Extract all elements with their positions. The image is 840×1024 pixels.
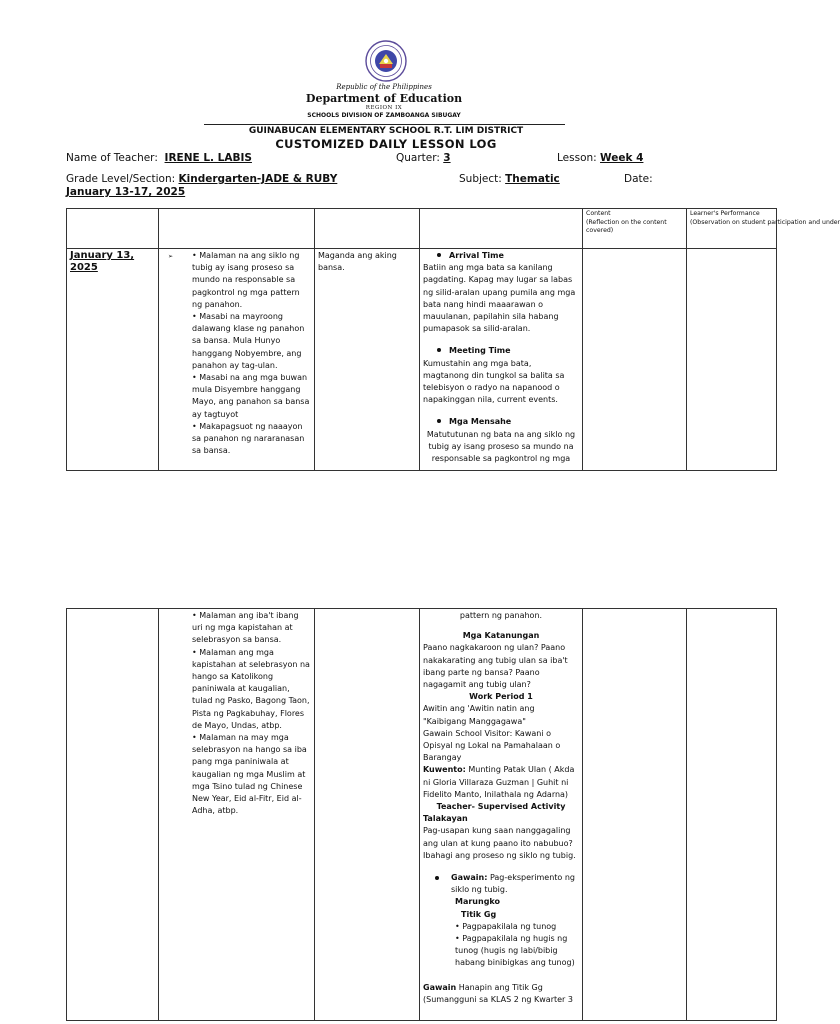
lesson-table-page1 [66,208,840,471]
header-divider [204,124,565,125]
document-title: CUSTOMIZED DAILY LESSON LOG [275,137,497,151]
bullet-icon [437,419,441,423]
day-cell [67,249,159,471]
arrival-heading: Arrival Time [423,250,579,262]
lesson-line [557,152,643,164]
header-cell [315,209,420,249]
header-cell [159,209,315,249]
procedure-cell [420,609,583,1021]
mensahe-text: Matututunan ng bata na ang siklo ng tubig ay isang proseso sa mundo na responsable sa pagkontrol ng mga [426,429,576,464]
grade-line [66,173,337,185]
talakayan-text: Pag-usapan kung saan nanggagaling ang ulan at kung paano ito nabubuo? Ibahagi ang proseso ng siklo ng tubig. [423,826,576,860]
division-text: SCHOOLS DIVISION OF ZAMBOANGA SIBUGAY [307,112,461,119]
grade-label: Grade Level/Section: [66,173,176,185]
republic-text: Republic of the Philippines [336,83,432,91]
list-item: • Malaman ang iba't ibang uri ng mga kapistahan at selebrasyon sa bansa. [192,611,299,645]
table-header-row [67,209,777,249]
teacher-label: Name of Teacher: [66,152,158,164]
date-label: Date: [624,173,653,185]
marungko-heading: Marungko [455,897,501,907]
gawain2-text: Gawain Hanapin ang Titik Gg (Sumangguni sa KLAS 2 ng Kwarter 3 [423,982,573,1004]
katanungan-text: Paano nagkakaroon ng ulan? Paano nakakarating ang tubig ulan sa iba't ibang parte ng bansa? Paano nagagamit ang tubig ulan? [423,643,568,690]
subject-line [459,173,560,185]
performance-header [687,209,840,249]
table-row [67,249,777,471]
tsa-heading: Teacher- Supervised Activity [436,802,566,812]
list-item: • Masabi na mayroong dalawang klase ng panahon sa bansa. Mula Hunyo hanggang Nobyembre, ang panahon ay tag-ulan. [192,312,305,370]
theme-text: Maganda ang aking bansa. [318,251,397,273]
list-item: • Malaman na ang siklo ng tubig ay isang proseso sa mundo na responsable sa pagkontrol ng mga pattern ng panahon. [192,251,300,309]
meeting-text: Kumustahin ang mga bata, magtanong din tungkol sa balita sa telebisyon o radyo na napanood o napakinggan nila, current events. [423,358,565,405]
bullet-icon [435,876,439,880]
theme-cell [315,609,420,1021]
quarter-value: 3 [443,152,451,164]
mensahe-heading: Mga Mensahe [423,416,579,428]
quarter-line [396,152,451,164]
bullet-icon [437,253,441,257]
content-header-sub: (Reflection on the content covered) [586,218,667,235]
list-item: • Makapagsuot ng naaayon sa panahon ng nararanasan sa bansa. [192,421,305,456]
objectives-cell [159,249,315,471]
procedure-cell [420,249,583,471]
content-reflection-cell [583,249,687,471]
content-header [583,209,687,249]
department-title: Department of Education [305,92,463,105]
tunog-item: • Pagpapakilala ng hugis ng tunog (hugis ng labi/bibig habang binibigkas ang tunog) [455,934,575,968]
arrow-bullet-icon: ➢ [168,253,174,260]
lesson-table-page2 [66,608,777,1021]
deped-seal-icon [365,40,407,82]
teacher-name: IRENE L. LABIS [164,152,252,164]
katanungan-heading: Mga Katanungan [462,631,540,641]
region-text: REGION IX [365,105,403,111]
talakayan-heading: Talakayan [423,814,468,824]
header-cell [420,209,583,249]
day-label: January 13, 2025 [70,250,135,273]
lesson-value: Week 4 [600,152,644,164]
continued-text: pattern ng panahon. [459,611,543,620]
performance-cell [687,609,777,1021]
week-dates: January 13-17, 2025 [66,186,186,198]
list-item: • Masabi na ang mga buwan mula Disyembre hanggang Mayo, ang panahon sa bansa ay tagtuyot [192,373,310,419]
school-name: GUINABUCAN ELEMENTARY SCHOOL R.T. LIM DISTRICT [248,126,524,136]
work-period-text: Awitin ang 'Awitin natin ang "Kaibigang Manggagawa" [423,704,535,726]
teacher-line [66,152,252,164]
school-visitor-text: Gawain School Visitor: Kawani o Opisyal ng Lokal na Pamahalaan o Barangay [423,728,561,763]
theme-cell [315,249,420,471]
subject-value: Thematic [505,173,560,185]
objectives-cell [159,609,315,1021]
day-cell [67,609,159,1021]
quarter-label: Quarter: [396,152,440,164]
meeting-heading: Meeting Time [423,345,579,357]
performance-cell [687,249,777,471]
list-item: • Malaman na may mga selebrasyon na hango sa iba pang mga paniniwala at kaugalian ng mga Muslim at mga Tsino tulad ng Chinese New Year, Eid al-Fitr, Eid al-Adha, atbp. [192,733,307,816]
objectives-list [192,610,311,817]
bullet-icon [437,348,441,352]
lesson-label: Lesson: [557,152,597,164]
header-cell [67,209,159,249]
week-dates-line [66,186,185,198]
performance-header-title: Learner's Performance [690,210,760,217]
subject-label: Subject: [459,173,502,185]
content-reflection-cell [583,609,687,1021]
objectives-list [192,250,311,457]
arrival-text: Batiin ang mga bata sa kanilang pagdating. Kapag may lugar sa labas ng silid-aralan upang pumila ang mga bata nang hindi maaarawan o mauulanan, papilahin sila habang pumapasok sa silid-aralan. [423,263,576,334]
list-item: • Malaman ang mga kapistahan at selebrasyon na hango sa Katolikong paniniwala at kaugalian, tulad ng Pasko, Bagong Taon, Pista ng Pagkabuhay, Flores de Mayo, Undas, atbp. [192,647,310,730]
gawain-item: Gawain: Pag-eksperimento ng siklo ng tubig. [423,872,579,896]
titik-heading: Titik Gg [461,909,497,919]
work-period-heading: Work Period 1 [469,692,533,702]
table-row [67,609,777,1021]
content-header-title: Content [586,210,611,217]
tunog-item: • Pagpapakilala ng tunog [455,921,557,931]
kuwento-text: Kuwento: Munting Patak Ulan ( Akda ni Gloria Villaraza Guzman | Guhit ni Fidelito Manto, Inilathala ng Adarna) [423,765,575,799]
performance-header-sub: (Observation on student participation and under [690,218,840,226]
grade-value: Kindergarten-JADE & RUBY [178,173,338,185]
